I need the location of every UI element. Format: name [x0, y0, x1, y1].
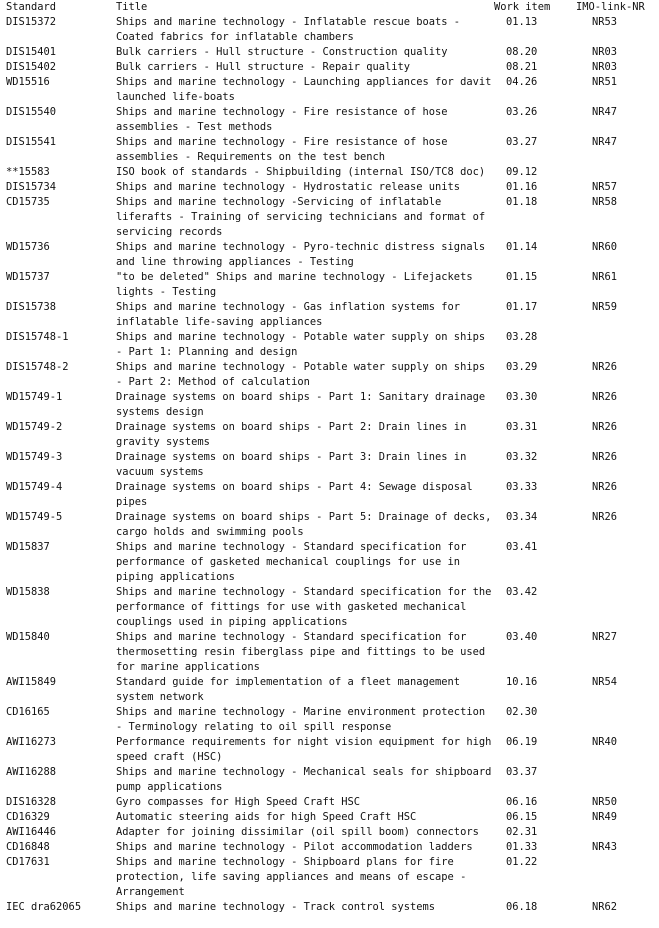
table-row	[0, 420, 659, 450]
standard-id: WD15749-2	[6, 421, 63, 433]
standard-title-line: inflatable life-saving appliances	[116, 316, 323, 328]
table-row	[0, 825, 659, 840]
standard-title-line: Performance requirements for night vision equipment for high	[116, 736, 492, 748]
standard-id: WD15749-4	[6, 481, 63, 493]
standard-title-line: piping applications	[116, 571, 235, 583]
standard-id: WD15838	[6, 586, 50, 598]
standard-id: WD15837	[6, 541, 50, 553]
work-item: 06.18	[506, 901, 538, 913]
imo-link: NR53	[592, 16, 618, 28]
table-row	[0, 360, 659, 390]
table-row	[0, 840, 659, 855]
table-row	[0, 795, 659, 810]
work-item: 01.15	[506, 271, 538, 283]
standard-title-line: Drainage systems on board ships - Part 4: Sewage disposal	[116, 481, 473, 493]
table-row	[0, 705, 659, 735]
standard-title-line: Adapter for joining dissimilar (oil spill boom) connectors	[116, 826, 479, 838]
standard-title-line: assemblies - Requirements on the test bench	[116, 151, 385, 163]
standard-title-line: Ships and marine technology - Standard specification for	[116, 631, 467, 643]
standard-id: DIS15748-2	[6, 361, 69, 373]
standard-id: CD15735	[6, 196, 50, 208]
standard-title-line: performance of gasketed mechanical couplings for use in	[116, 556, 461, 568]
header-row	[0, 0, 659, 15]
standard-title-line: - Part 1: Planning and design	[116, 346, 298, 358]
header-imo-link: IMO-link-NR	[576, 1, 645, 13]
standard-title-line: pump applications	[116, 781, 223, 793]
work-item: 06.19	[506, 736, 538, 748]
standard-id: AWI16446	[6, 826, 57, 838]
table-row	[0, 300, 659, 330]
imo-link: NR47	[592, 136, 618, 148]
imo-link: NR50	[592, 796, 618, 808]
standard-title-line: Arrangement	[116, 886, 185, 898]
standard-id: DIS16328	[6, 796, 57, 808]
work-item: 03.41	[506, 541, 538, 553]
standard-id: WD15736	[6, 241, 50, 253]
work-item: 03.27	[506, 136, 538, 148]
standard-id: CD16165	[6, 706, 50, 718]
standard-title-line: Drainage systems on board ships - Part 1: Sanitary drainage	[116, 391, 486, 403]
standard-title-line: protection, life saving appliances and means of escape -	[116, 871, 467, 883]
standard-title-line: - Part 2: Method of calculation	[116, 376, 310, 388]
table-row	[0, 15, 659, 45]
imo-link: NR47	[592, 106, 618, 118]
standard-title-line: Drainage systems on board ships - Part 3: Drain lines in	[116, 451, 467, 463]
standard-title-line: Drainage systems on board ships - Part 2: Drain lines in	[116, 421, 467, 433]
imo-link: NR26	[592, 481, 618, 493]
standard-title-line: couplings used in piping applications	[116, 616, 348, 628]
standard-title-line: Ships and marine technology - Fire resistance of hose	[116, 106, 448, 118]
imo-link: NR26	[592, 391, 618, 403]
standard-id: DIS15738	[6, 301, 57, 313]
imo-link: NR54	[592, 676, 618, 688]
table-row	[0, 735, 659, 765]
header-title: Title	[116, 1, 148, 13]
standard-id: WD15749-1	[6, 391, 63, 403]
table-row	[0, 765, 659, 795]
standard-title-line: Ships and marine technology - Potable water supply on ships	[116, 331, 486, 343]
standard-title-line: gravity systems	[116, 436, 210, 448]
standard-title-line: systems design	[116, 406, 204, 418]
standards-table-body	[0, 15, 659, 915]
standard-title-line: Gyro compasses for High Speed Craft HSC	[116, 796, 360, 808]
table-row	[0, 75, 659, 105]
standard-title-line: and line throwing appliances - Testing	[116, 256, 354, 268]
imo-link: NR58	[592, 196, 618, 208]
work-item: 06.16	[506, 796, 538, 808]
table-row	[0, 450, 659, 480]
standard-id: DIS15734	[6, 181, 57, 193]
table-row	[0, 810, 659, 825]
standard-title-line: Ships and marine technology -Servicing of inflatable	[116, 196, 442, 208]
standard-id: DIS15372	[6, 16, 57, 28]
standard-title-line: ISO book of standards - Shipbuilding (internal ISO/TC8 doc)	[116, 166, 486, 178]
standard-title-line: vacuum systems	[116, 466, 204, 478]
standard-title-line: Ships and marine technology - Shipboard plans for fire	[116, 856, 454, 868]
standard-title-line: Ships and marine technology - Marine environment protection	[116, 706, 486, 718]
work-item: 02.31	[506, 826, 538, 838]
work-item: 01.13	[506, 16, 538, 28]
standard-title-line: Drainage systems on board ships - Part 5: Drainage of decks,	[116, 511, 492, 523]
standard-title-line: Ships and marine technology - Mechanical seals for shipboard	[116, 766, 492, 778]
standard-title-line: speed craft (HSC)	[116, 751, 223, 763]
standard-id: IEC dra62065	[6, 901, 82, 913]
standard-id: DIS15401	[6, 46, 57, 58]
standard-id: CD16848	[6, 841, 50, 853]
standard-title-line: thermosetting resin fiberglass pipe and fittings to be used	[116, 646, 486, 658]
table-row	[0, 165, 659, 180]
work-item: 03.34	[506, 511, 538, 523]
work-item: 03.31	[506, 421, 538, 433]
table-row	[0, 480, 659, 510]
imo-link: NR26	[592, 361, 618, 373]
work-item: 01.33	[506, 841, 538, 853]
standard-title-line: Ships and marine technology - Potable water supply on ships	[116, 361, 486, 373]
standard-title-line: Ships and marine technology - Fire resistance of hose	[116, 136, 448, 148]
work-item: 03.26	[506, 106, 538, 118]
standard-title-line: Ships and marine technology - Standard specification for	[116, 541, 467, 553]
standard-title-line: Coated fabrics for inflatable chambers	[116, 31, 354, 43]
standard-id: AWI16273	[6, 736, 57, 748]
work-item: 03.30	[506, 391, 538, 403]
header-work-item: Work item	[494, 1, 551, 13]
standard-title-line: system network	[116, 691, 204, 703]
work-item: 03.40	[506, 631, 538, 643]
standard-id: WD15749-3	[6, 451, 63, 463]
standard-title-line: for marine applications	[116, 661, 260, 673]
standard-id: AWI16288	[6, 766, 57, 778]
imo-link: NR03	[592, 46, 618, 58]
imo-link: NR40	[592, 736, 618, 748]
standard-id: **15583	[6, 166, 50, 178]
standard-id: DIS15402	[6, 61, 57, 73]
header-standard: Standard	[6, 1, 57, 13]
standard-title-line: Ships and marine technology - Gas inflation systems for	[116, 301, 461, 313]
work-item: 03.42	[506, 586, 538, 598]
standard-title-line: Ships and marine technology - Pyro-technic distress signals	[116, 241, 486, 253]
standard-title-line: Automatic steering aids for high Speed Craft HSC	[116, 811, 417, 823]
imo-link: NR26	[592, 421, 618, 433]
work-item: 01.18	[506, 196, 538, 208]
work-item: 03.37	[506, 766, 538, 778]
imo-link: NR62	[592, 901, 618, 913]
standard-id: WD15840	[6, 631, 50, 643]
imo-link: NR43	[592, 841, 618, 853]
standard-id: WD15749-5	[6, 511, 63, 523]
table-row	[0, 510, 659, 540]
table-row	[0, 195, 659, 240]
imo-link: NR61	[592, 271, 618, 283]
imo-link: NR57	[592, 181, 618, 193]
work-item: 10.16	[506, 676, 538, 688]
standard-id: WD15737	[6, 271, 50, 283]
standard-id: DIS15541	[6, 136, 57, 148]
standard-title-line: Ships and marine technology - Launching appliances for davit	[116, 76, 492, 88]
standard-title-line: launched life-boats	[116, 91, 235, 103]
table-row	[0, 630, 659, 675]
imo-link: NR49	[592, 811, 618, 823]
work-item: 03.32	[506, 451, 538, 463]
standard-title-line: - Terminology relating to oil spill response	[116, 721, 392, 733]
work-item: 01.22	[506, 856, 538, 868]
work-item: 04.26	[506, 76, 538, 88]
work-item: 03.28	[506, 331, 538, 343]
imo-link: NR03	[592, 61, 618, 73]
work-item: 02.30	[506, 706, 538, 718]
table-row	[0, 540, 659, 585]
imo-link: NR59	[592, 301, 618, 313]
table-row	[0, 270, 659, 300]
standard-id: CD16329	[6, 811, 50, 823]
imo-link: NR60	[592, 241, 618, 253]
standard-id: WD15516	[6, 76, 50, 88]
standard-title-line: Ships and marine technology - Pilot accommodation ladders	[116, 841, 473, 853]
work-item: 03.29	[506, 361, 538, 373]
standard-title-line: cargo holds and swimming pools	[116, 526, 304, 538]
standard-title-line: Standard guide for implementation of a fleet management	[116, 676, 461, 688]
imo-link: NR27	[592, 631, 618, 643]
standard-title-line: performance of fittings for use with gasketed mechanical	[116, 601, 467, 613]
table-row	[0, 180, 659, 195]
table-row	[0, 585, 659, 630]
table-row	[0, 45, 659, 60]
work-item: 01.17	[506, 301, 538, 313]
standard-id: AWI15849	[6, 676, 57, 688]
standard-title-line: liferafts - Training of servicing technicians and format of	[116, 211, 486, 223]
table-row	[0, 105, 659, 135]
standard-title-line: lights - Testing	[116, 286, 217, 298]
work-item: 01.16	[506, 181, 538, 193]
work-item: 06.15	[506, 811, 538, 823]
standard-title-line: servicing records	[116, 226, 223, 238]
standard-id: DIS15748-1	[6, 331, 69, 343]
standard-title-line: Ships and marine technology - Standard specification for the	[116, 586, 492, 598]
standard-title-line: Ships and marine technology - Inflatable rescue boats -	[116, 16, 461, 28]
table-row	[0, 60, 659, 75]
standard-title-line: Ships and marine technology - Hydrostatic release units	[116, 181, 461, 193]
table-row	[0, 330, 659, 360]
imo-link: NR51	[592, 76, 618, 88]
table-row	[0, 390, 659, 420]
table-row	[0, 240, 659, 270]
imo-link: NR26	[592, 511, 618, 523]
work-item: 08.21	[506, 61, 538, 73]
standard-title-line: pipes	[116, 496, 148, 508]
imo-link: NR26	[592, 451, 618, 463]
table-row	[0, 135, 659, 165]
table-row	[0, 675, 659, 705]
standard-title-line: Bulk carriers - Hull structure - Repair quality	[116, 61, 411, 73]
table-row	[0, 900, 659, 915]
standard-id: DIS15540	[6, 106, 57, 118]
work-item: 09.12	[506, 166, 538, 178]
work-item: 01.14	[506, 241, 538, 253]
standard-title-line: Bulk carriers - Hull structure - Construction quality	[116, 46, 448, 58]
standard-title-line: "to be deleted" Ships and marine technology - Lifejackets	[116, 271, 473, 283]
standard-title-line: Ships and marine technology - Track control systems	[116, 901, 436, 913]
standard-title-line: assemblies - Test methods	[116, 121, 273, 133]
work-item: 03.33	[506, 481, 538, 493]
standard-id: CD17631	[6, 856, 50, 868]
work-item: 08.20	[506, 46, 538, 58]
table-row	[0, 855, 659, 900]
